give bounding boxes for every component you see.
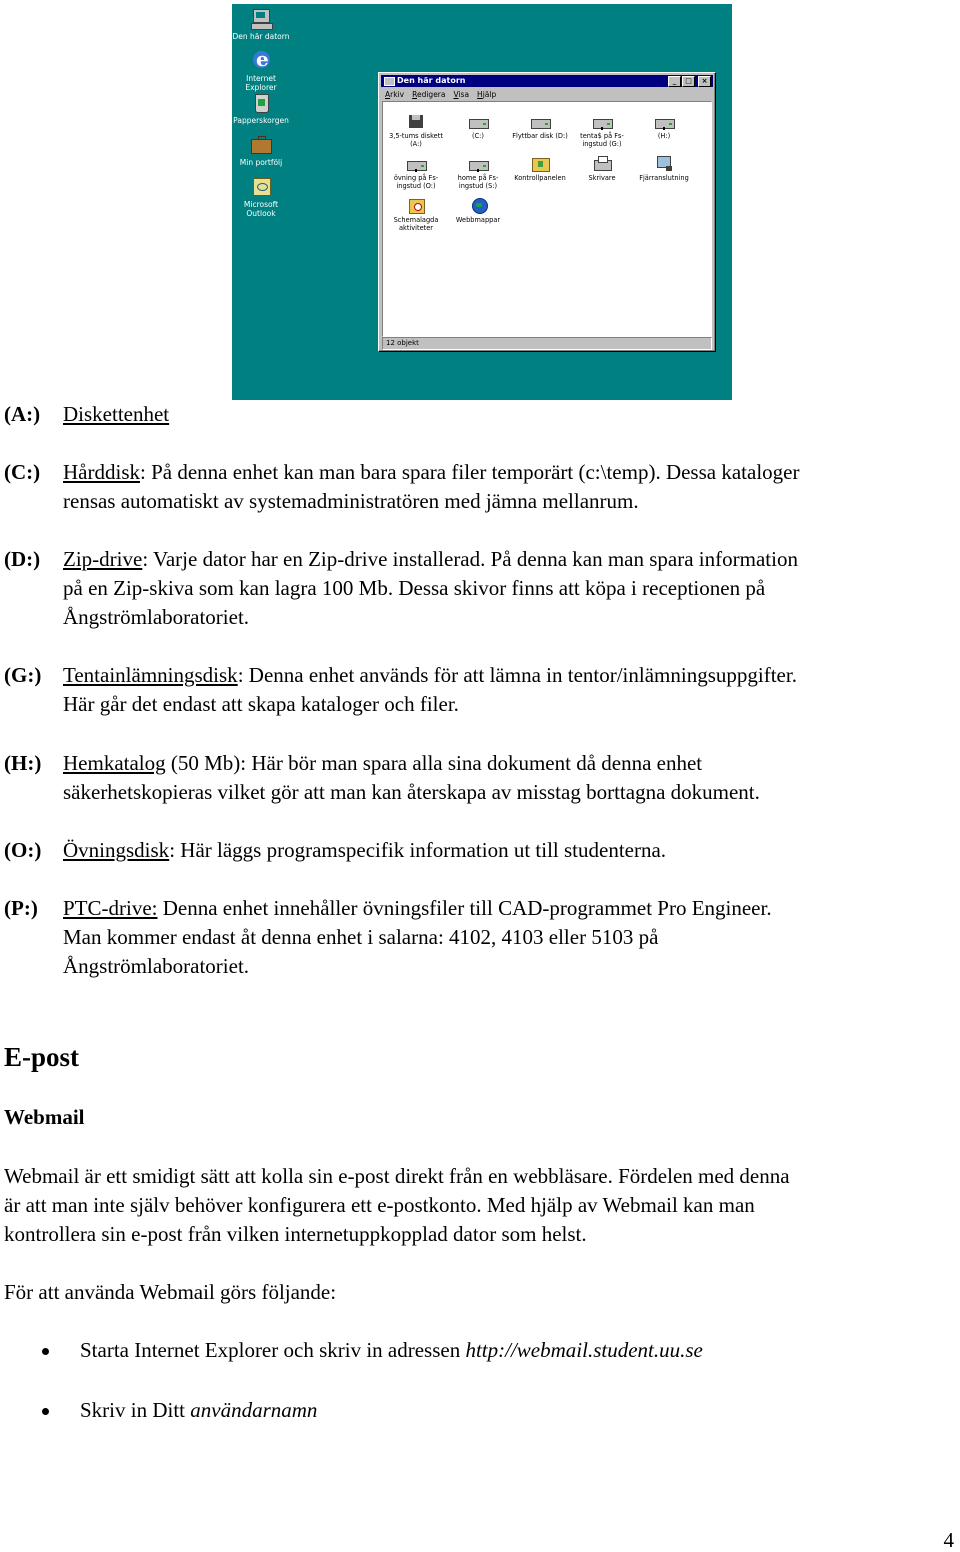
item-drive-c[interactable]: (C:): [447, 112, 509, 140]
briefcase-icon: [249, 134, 273, 156]
list-item: Starta Internet Explorer och skriv in adressen http://webmail.student.uu.se: [0, 1336, 703, 1365]
drive-entry-g: (G:) Tentainlämningsdisk: Denna enhet används för att lämna in tentor/inlämningsuppgifter. Här går det endast att skapa kataloger och filer.: [4, 663, 797, 716]
item-floppy-a[interactable]: 3,5-tums diskett (A:): [385, 112, 447, 148]
item-drive-g[interactable]: tenta$ på Fs-ingstud (G:): [571, 112, 633, 148]
recycle-bin-icon: [249, 92, 273, 114]
computer-icon: [249, 8, 273, 30]
desktop-icon-briefcase[interactable]: Min portfölj: [232, 134, 290, 167]
drive-term: Övningsdisk: [63, 838, 170, 862]
drive-icon: [467, 112, 489, 130]
desktop-icon-recycle-bin[interactable]: Papperskorgen: [232, 92, 290, 125]
window-content: [382, 101, 712, 337]
drive-term: Hårddisk: [63, 460, 140, 484]
drive-entry-p: (P:) PTC-drive: Denna enhet innehåller övningsfiler till CAD-programmet Pro Engineer. Man kommer endast åt denna enhet i salarna: 4102, 4103 eller 5103 på Ångströmlaboratoriet.: [4, 896, 772, 978]
drive-icon: [529, 112, 551, 130]
drive-code: (C:): [4, 460, 41, 484]
desktop-icon-my-computer[interactable]: Den här datorn: [232, 8, 290, 41]
dial-up-icon: [653, 154, 675, 172]
item-drive-s[interactable]: home på Fs-ingstud (S:): [447, 154, 509, 190]
drive-term: Tentainlämningsdisk: [63, 663, 238, 687]
drive-entry-h: (H:) Hemkatalog (50 Mb): Här bör man spara alla sina dokument då denna enhet säkerhetskopieras vilket gör att man kan återskapa av misstag borttagna dokument.: [4, 751, 760, 804]
webmail-paragraph: Webmail är ett smidigt sätt att kolla sin e-post direkt från en webbläsare. Fördelen med denna är att man inte själv behöver konfigurera ett e-postkonto. Med hjälp av Webmail kan man kontrollera sin e-post från vilken internetuppkopplad dator som helst.: [4, 1164, 790, 1246]
drive-term: Hemkatalog: [63, 751, 166, 775]
scheduled-tasks-icon: [405, 196, 427, 214]
subsection-heading-webmail: Webmail: [4, 1105, 85, 1129]
my-computer-window: [378, 72, 716, 352]
item-scheduled-tasks[interactable]: Schemalagda aktiviteter: [385, 196, 447, 232]
drive-code: (O:): [4, 838, 42, 862]
instruction-list: [0, 1336, 703, 1425]
web-folders-icon: [467, 196, 489, 214]
network-drive-icon: [467, 154, 489, 172]
printer-folder-icon: [591, 154, 613, 172]
close-button[interactable]: ×: [698, 76, 711, 87]
item-dial-up[interactable]: Fjärranslutning: [633, 154, 695, 182]
drive-term: Zip-drive: [63, 547, 143, 571]
maximize-button[interactable]: □: [682, 76, 695, 87]
desktop-icon-internet-explorer[interactable]: e Internet Explorer: [232, 50, 290, 92]
window-titlebar[interactable]: [381, 75, 713, 87]
menu-hjalp[interactable]: Hjälp: [477, 90, 497, 99]
page-number: 4: [943, 1528, 954, 1552]
drive-entry-c: (C:) Hårddisk: På denna enhet kan man bara spara filer temporärt (c:\temp). Dessa kataloger rensas automatiskt av systemadministratören med jämna mellanrum.: [4, 460, 800, 513]
section-heading-epost: E-post: [4, 1042, 80, 1072]
outlook-icon: [249, 176, 273, 198]
internet-explorer-icon: [249, 50, 273, 72]
network-drive-icon: [591, 112, 613, 130]
floppy-icon: [405, 112, 427, 130]
network-drive-icon: [405, 154, 427, 172]
drive-code: (A:): [4, 402, 41, 426]
menu-arkiv[interactable]: Arkiv: [385, 90, 405, 99]
control-panel-icon: [529, 154, 551, 172]
item-printers[interactable]: Skrivare: [571, 154, 633, 182]
drive-code: (D:): [4, 547, 41, 571]
item-web-folders[interactable]: Webbmappar: [447, 196, 509, 224]
menu-visa[interactable]: Visa: [453, 90, 470, 99]
drive-entry-a: [4, 400, 958, 429]
menu-redigera[interactable]: Redigera: [412, 90, 446, 99]
item-drive-d[interactable]: Flyttbar disk (D:): [509, 112, 571, 140]
drive-entry-d: (D:) Zip-drive: Varje dator har en Zip-drive installerad. På denna kan man spara information på en Zip-skiva som kan lagra 100 Mb. Dessa skivor finns att köpa i receptionen på Ångströmlaboratoriet.: [4, 547, 798, 629]
webmail-url[interactable]: http://webmail.student.uu.se: [465, 1338, 703, 1362]
list-item: Skriv in Ditt användarnamn: [0, 1396, 703, 1425]
window-menubar: [379, 89, 715, 101]
drive-entry-o: (O:) Övningsdisk: Här läggs programspecifik information ut till studenterna.: [4, 836, 958, 865]
window-title: Den här datorn: [397, 76, 466, 85]
drive-term: PTC-drive:: [63, 896, 158, 920]
desktop-icon-outlook[interactable]: Microsoft Outlook: [232, 176, 290, 218]
instructions-intro: För att använda Webmail görs följande:: [4, 1280, 337, 1304]
window-computer-icon: [384, 77, 395, 86]
minimize-button[interactable]: _: [668, 76, 681, 87]
item-drive-o[interactable]: övning på Fs-ingstud (O:): [385, 154, 447, 190]
item-control-panel[interactable]: Kontrollpanelen: [509, 154, 571, 182]
window-statusbar: 12 objekt: [382, 337, 712, 350]
drive-code: (H:): [4, 751, 42, 775]
username-term: användarnamn: [190, 1398, 318, 1422]
item-drive-h[interactable]: (H:): [633, 112, 695, 140]
drive-term: Diskettenhet: [63, 402, 170, 426]
windows-desktop-screenshot: [232, 4, 732, 400]
network-drive-icon: [653, 112, 675, 130]
drive-code: (G:): [4, 663, 42, 687]
drive-code: (P:): [4, 896, 38, 920]
